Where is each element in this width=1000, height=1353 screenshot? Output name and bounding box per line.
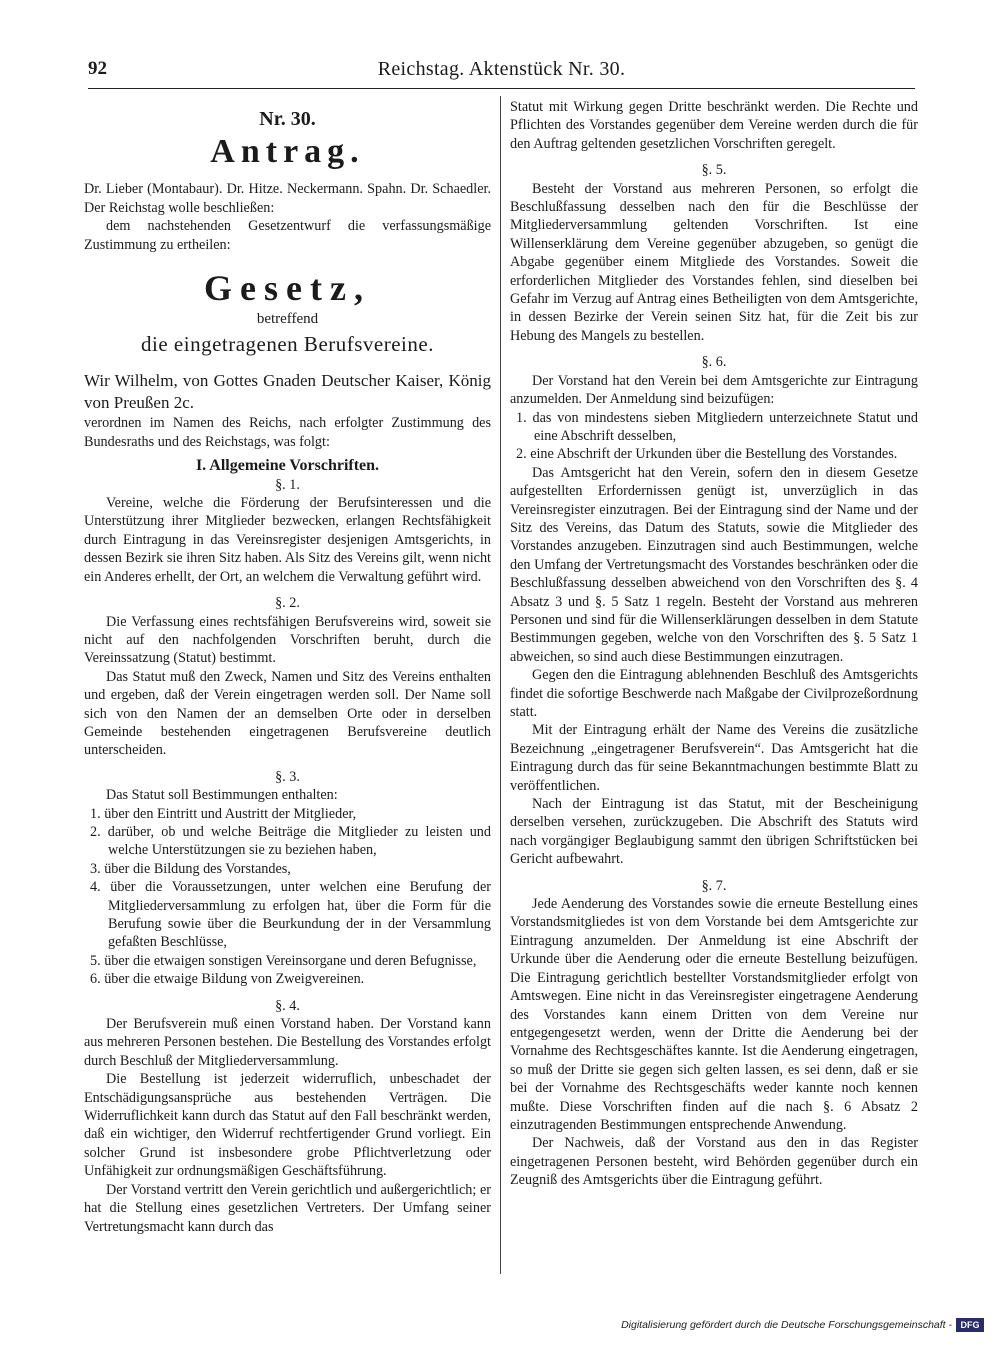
enactment-clause: verordnen im Namen des Reichs, nach erfolgter Zustimmung des Bundesraths und des Reichstags, was folgt: <box>84 415 491 450</box>
continuation-text: Statut mit Wirkung gegen Dritte beschränkt werden. Die Rechte und Pflichten des Vorstandes gegenüber dem Vereine werden durch die für den Auftrag geltenden gesetzlichen Vorschriften geregelt. <box>510 99 918 152</box>
paragraph-3-heading: §. 3. <box>275 768 300 785</box>
digitization-footer <box>621 1318 984 1332</box>
list-item: 6. über die etwaige Bildung von Zweigvereinen. <box>90 971 365 988</box>
paragraph-6-text-c: Mit der Eintragung erhält der Name des Vereins die zusätzliche Bezeichnung „eingetragener Berufsverein“. Das Amtsgericht hat die Eintragung durch das für seine Bekanntmachungen bestimmte Blatt zu veröffentlichen. <box>510 722 918 794</box>
paragraph-4-text-c: Der Vorstand vertritt den Verein gerichtlich und außergerichtlich; er hat die Stellung eines gesetzlichen Vertreters. Der Umfang seiner Vertretungsmacht kann durch das <box>84 1181 491 1235</box>
section-heading: I. Allgemeine Vorschriften. <box>195 457 380 475</box>
list-item: 2. darüber, ob und welche Beiträge die Mitglieder zu leisten und welche Unterstützungen sie zu beziehen haben, <box>90 823 491 859</box>
column-divider <box>500 96 501 1274</box>
paragraph-2-text-a: Die Verfassung eines rechtsfähigen Berufsvereins wird, soweit sie nicht auf den nachfolgenden Vorschriften beruht, durch die Vereinssatzung (Statut) bestimmt. <box>84 613 491 667</box>
paragraph-7-text-a: Jede Aenderung des Vorstandes sowie die erneute Bestellung eines Vorstandsmitgliedes ist von dem Vorstande bei dem Amtsgerichte zur Eintragung anzumelden. Der Anmeldung ist eine Abschrift der Urkunde über die Aenderung oder die erneute Bestellung beizufügen. Die Eintragung gerichtlich bestellter Vorstandsmitglieder erfolgt von Amtswegen. Eine nicht in das Vereinsregister eingetragene Aenderung des Vorstandes kann einem Dritten von dem Vereine nur entgegengesetzt werden, wenn der Dritte die Aenderung bei der Vornahme des Rechtsgeschäftes kannte. Ist die Aenderung eingetragen, so muß der Dritte sie gegen sich gelten lassen, es sei denn, daß er sie bei der Vornahme des Rechtsgeschäfts weder kannte noch kennen mußte. Diese Vorschriften finden auf die nach §. 6 Absatz 2 einzutragenden Bestimmungen entsprechende Anwendung. <box>510 896 918 1133</box>
paragraph-6-text-a: Das Amtsgericht hat den Verein, sofern den in diesem Gesetze aufgestellten Erfordernissen genügt ist, unverzüglich in das Vereinsregister einzutragen. Bei der Eintragung sind der Name und der Sitz des Vereins, das Datum des Statuts, sowie die Mitglieder des Vorstandes anzugeben. Einzutragen sind auch Bestimmungen, welche den Umfang der Vertretungsmacht des Vorstandes beschränken oder die Beschlußfassung desselben abweichend von den Vorschriften des §. 4 Absatz 3 und §. 5 Satz 1 regeln. Besteht der Vorstand aus mehreren Personen und sind für die Willenserklärungen desselben in dem Statute Bestimmungen gegeben, welche von den Vorschriften des §. 5 Satz 1 abweichen, so sind auch diese Bestimmungen einzutragen. <box>510 464 918 665</box>
document-number: Nr. 30. <box>259 108 316 130</box>
law-subtitle: die eingetragenen Berufsvereine. <box>141 332 434 357</box>
paragraph-1-text: Vereine, welche die Förderung der Berufsinteressen und die Unterstützung ihrer Mitglieder bezwecken, erlangen Rechtsfähigkeit durch Eintragung in das Vereinsregister desjenigen Amtsgerichts, in dessen Bezirk sie ihren Sitz haben. Als Sitz des Vereins gilt, wenn nicht ein Anderes erhellt, der Ort, an welchem die Verwaltung geführt wird. <box>84 495 491 585</box>
paragraph-5-heading: §. 5. <box>701 162 727 179</box>
right-column <box>510 98 918 1190</box>
paragraph-6-text-b: Gegen den die Eintragung ablehnenden Beschluß des Amtsgerichts findet die sofortige Beschwerde nach Maßgabe der Civilprozeßordnung statt. <box>510 667 918 720</box>
paragraph-7-text-b: Der Nachweis, daß der Vorstand aus den in das Register eingetragenen Personen besteht, wird Behörden gegenüber durch ein Zeugniß des Amtsgerichts über die Eintragung geführt. <box>510 1135 918 1189</box>
list-item: 2. eine Abschrift der Urkunden über die Bestellung des Vorstandes. <box>516 446 898 463</box>
betreffend-label: betreffend <box>256 311 319 328</box>
paragraph-3-intro: Das Statut soll Bestimmungen enthalten: <box>106 787 338 804</box>
paragraph-2-text-b: Das Statut muß den Zweck, Namen und Sitz des Vereins enthalten und ergeben, daß der Verein eingetragen werden soll. Der Name soll sich von den Namen der an demselben Orte oder in derselben Gemeinde bestehenden eingetragenen Berufsvereine deutlich unterscheiden. <box>84 668 491 759</box>
dfg-logo-icon: DFG <box>956 1318 984 1332</box>
paragraph-2-heading: §. 2. <box>275 595 300 612</box>
left-column <box>84 98 491 1236</box>
running-title: Reichstag. Aktenstück Nr. 30. <box>377 58 626 80</box>
paragraph-4-heading: §. 4. <box>275 997 300 1014</box>
paragraph-6-heading: §. 6. <box>701 354 727 371</box>
paragraph-4-text-b: Die Bestellung ist jederzeit widerruflich, unbeschadet der Entschädigungsansprüche aus bestehenden Verträgen. Die Widerruflichkeit kann durch das Statut auf den Fall beschränkt werden, daß ein wichtiger, den Widerruf rechtfertigender Grund vorliegt. Ein solcher Grund ist insbesondere grobe Pflichtverletzung oder Unfähigkeit zur ordnungsmäßigen Geschäftsführung. <box>84 1071 491 1180</box>
paragraph-6-text-d: Nach der Eintragung ist das Statut, mit der Bescheinigung derselben versehen, zurückzugeben. Die Abschrift des Statuts wird nach vorgängiger Beglaubigung sammt den übrigen Schriftstücken bei Gericht aufbewahrt. <box>510 796 918 868</box>
list-item: 4. über die Voraussetzungen, unter welchen eine Berufung der Mitgliederversammlung zu erfolgen hat, über die Form für die Berufung sowie über die Beurkundung der in der Versammlung gefaßten Beschlüsse, <box>90 879 491 951</box>
proposers: Dr. Lieber (Montabaur). Dr. Hitze. Neckermann. Spahn. Dr. Schaedler. Der Reichstag wolle beschließen: <box>84 181 491 216</box>
enactment-formula: Wir Wilhelm, von Gottes Gnaden Deutscher Kaiser, König von Preußen 2c. <box>84 371 491 413</box>
footer-credit: Digitalisierung gefördert durch die Deutsche Forschungsgemeinschaft - <box>621 1319 952 1331</box>
list-item: 1. über den Eintritt und Austritt der Mitglieder, <box>90 805 357 822</box>
motion-text: dem nachstehenden Gesetzentwurf die verfassungsmäßige Zustimmung zu ertheilen: <box>84 218 491 253</box>
paragraph-5-text: Besteht der Vorstand aus mehreren Personen, so erfolgt die Beschlußfassung desselben nach den für die Beschlüsse der Mitgliederversammlung geltenden Vorschriften. Ist eine Willenserklärung dem Vereine gegenüber abzugeben, so genügt die Abgabe gegenüber einem Mitgliede des Vorstandes. Soweit die erforderlichen Mitglieder des Vorstandes fehlen, sind dieselben bei Gefahr im Verzug auf Antrag eines Betheiligten von dem Amtsgerichte, in dessen Bezirke der Verein seinen Sitz hat, für die Zeit bis zur Hebung des Mangels zu bestellen. <box>510 180 918 344</box>
page-header <box>88 58 915 89</box>
list-item: 1. das von mindestens sieben Mitgliedern unterzeichnete Statut und eine Abschrift desselben, <box>516 409 918 444</box>
antrag-heading: Antrag. <box>210 133 365 171</box>
list-item: 5. über die etwaigen sonstigen Vereinsorgane und deren Befugnisse, <box>90 952 477 969</box>
paragraph-4-text-a: Der Berufsverein muß einen Vorstand haben. Der Vorstand kann aus mehreren Personen bestehen. Die Bestellung des Vorstandes erfolgt durch Beschluß der Mitgliederversammlung. <box>84 1016 491 1069</box>
paragraph-6-intro: Der Vorstand hat den Verein bei dem Amtsgerichte zur Eintragung anzumelden. Der Anmeldung sind beizufügen: <box>510 372 918 408</box>
paragraph-1-heading: §. 1. <box>275 476 300 493</box>
page-number: 92 <box>88 58 107 79</box>
paragraph-7-heading: §. 7. <box>701 877 727 894</box>
gesetz-heading: Gesetz, <box>204 268 371 309</box>
list-item: 3. über die Bildung des Vorstandes, <box>90 860 291 877</box>
